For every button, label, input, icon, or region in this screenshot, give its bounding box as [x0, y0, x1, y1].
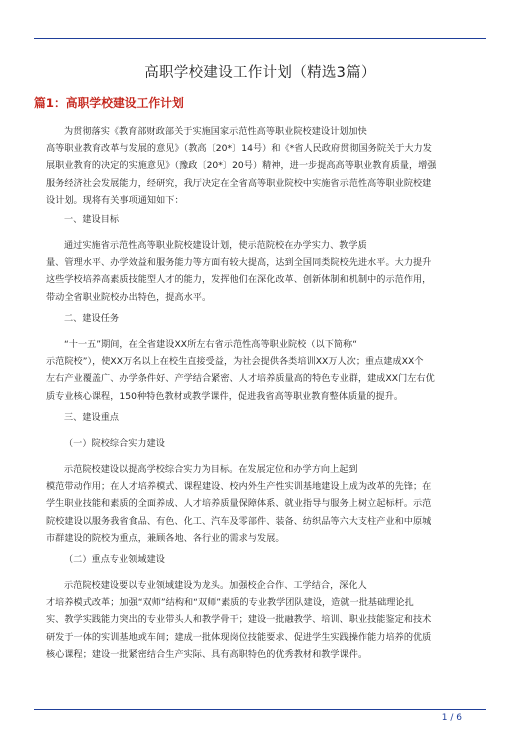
paragraph-line: 实、教学实践能力突出的专业带头人和教学骨干；建设一批融教学、培训、职业技能鉴定和技术	[46, 615, 432, 626]
header-rule	[34, 38, 486, 39]
intro-paragraph	[46, 124, 480, 210]
paragraph-line: 为贯彻落实《教育部财政部关于实施国家示范性高等职业院校建设计划加快	[64, 127, 367, 137]
heading-focus: 三、建设重点	[64, 413, 120, 423]
paragraph-line: 高等职业教育改革与发展的意见》（教高〔20*〕14号）和《*省人民政府贯彻国务院关于大力发	[46, 144, 432, 155]
paragraph-line: 左右产业覆盖广、办学条件好、产学结合紧密、人才培养质量高的特色专业群，建成XX门左右优	[46, 374, 435, 385]
paragraph-line: 量、管理水平、办学效益和服务能力等方面有较大提高，达到全国同类院校先进水平。大力提升	[46, 258, 432, 269]
page-number: 1 / 6	[441, 713, 462, 723]
section-heading: 篇1：高职学校建设工作计划	[34, 96, 184, 110]
paragraph-line: 核心课程；建设一批紧密结合生产实际、具有高职特色的优秀教材和教学课件。	[46, 649, 368, 660]
paragraph-line: 示范院校”），使XX万名以上在校生直接受益，为社会提供各类培训XX万人次；重点建成XX个	[46, 357, 424, 368]
paragraph-line: 服务经济社会发展能力，经研究，我厅决定在全省高等职业院校中实施省示范性高等职业院校建	[46, 178, 432, 189]
goals-paragraph	[46, 238, 480, 307]
paragraph-line: 学生职业技能和素质的全面养成、人才培养质量保障体系、就业指导与服务上树立起标杆。示范	[46, 499, 432, 510]
document-title: 高职学校建设工作计划（精选3篇）	[144, 65, 376, 81]
paragraph-line: 模范带动作用；在人才培养模式、课程建设、校内外生产性实训基地建设上成为改革的先锋；在	[46, 482, 432, 493]
paragraph-line: 质专业核心课程，150种特色教材或教学课件，促进我省高等职业教育整体质量的提升。	[46, 391, 404, 402]
paragraph-line: 这些学校培养高素质技能型人才的能力，发挥他们在深化改革、创新体制和机制中的示范作用，	[46, 275, 432, 286]
paragraph-line: 才培养模式改革；加强“双师”结构和“双师”素质的专业教学团队建设，造就一批基础理论扎	[46, 598, 414, 609]
footer-rule	[34, 709, 486, 710]
paragraph-line: 院校建设以服务我省食品、有色、化工、汽车及零部件、装备、纺织品等六大支柱产业和中原城	[46, 516, 432, 527]
strength-paragraph	[46, 462, 480, 548]
heading-tasks: 二、建设任务	[64, 314, 120, 324]
paragraph-line: 设计划。现将有关事项通知如下：	[46, 195, 184, 206]
paragraph-line: 市群建设的院校为重点，兼顾各地、各行业的需求与发展。	[46, 533, 285, 544]
heading-goals: 一、建设目标	[64, 215, 120, 225]
paragraph-line: 示范院校建设以提高学校综合实力为目标。在发展定位和办学方向上起到	[64, 465, 358, 475]
paragraph-line: 展职业教育的决定的实施意见》（豫政〔20*〕20号）精神，进一步提高高等职业教育质量，增强	[46, 161, 437, 172]
paragraph-line: 研发于一体的实训基地或车间；建成一批体现岗位技能要求、促进学生实践操作能力培养的优质	[46, 632, 432, 643]
subheading-strength: （一）院校综合实力建设	[64, 439, 165, 449]
fields-paragraph	[46, 578, 480, 664]
paragraph-line: 带动全省职业院校办出特色，提高水平。	[46, 292, 212, 303]
paragraph-line: 通过实施省示范性高等职业院校建设计划，使示范院校在办学实力、教学质	[64, 241, 367, 251]
paragraph-line: 示范院校建设要以专业领域建设为龙头。加强校企合作、工学结合，深化人	[64, 581, 367, 591]
paragraph-line: “十一五”期间，在全省建设XX所左右省示范性高等职业院校（以下简称“	[64, 340, 358, 350]
tasks-paragraph	[46, 337, 480, 406]
subheading-fields: （二）重点专业领域建设	[64, 555, 165, 565]
